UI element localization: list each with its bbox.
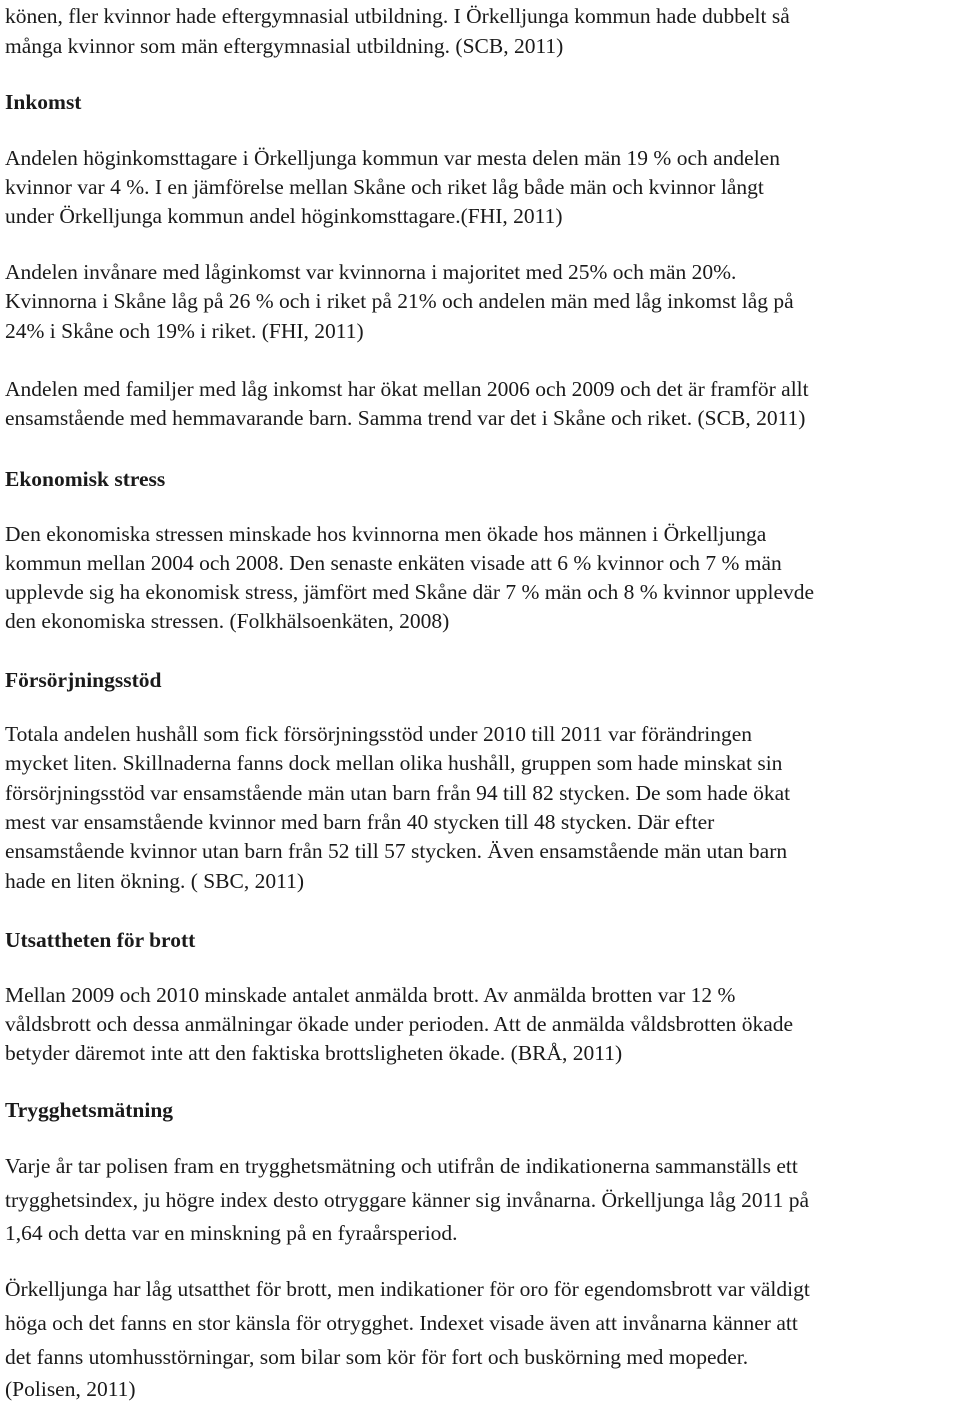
text-line: Örkelljunga har låg utsatthet för brott, men indikationer för oro för egendomsbrott var väldigt: [5, 1277, 810, 1301]
text-line: Den ekonomiska stressen minskade hos kvinnorna men ökade hos männen i Örkelljunga: [5, 522, 767, 546]
text-line: Andelen höginkomsttagare i Örkelljunga kommun var mesta delen män 19 % och andelen: [5, 146, 780, 170]
text-line: trygghetsindex, ju högre index desto otryggare känner sig invånarna. Örkelljunga låg 2011 på: [5, 1188, 810, 1212]
text-line: 1,64 och detta var en minskning på en fyraårsperiod.: [5, 1221, 458, 1245]
text-line: hade en liten ökning. ( SBC, 2011): [5, 869, 304, 893]
section-heading-ekonomisk-stress: Ekonomisk stress: [5, 467, 166, 491]
text-line: könen, fler kvinnor hade eftergymnasial utbildning. I Örkelljunga kommun hade dubbelt så: [5, 4, 790, 28]
section-heading-trygghetsmatning: Trygghetsmätning: [5, 1098, 174, 1122]
section-heading-forsorjningsstod: Försörjningsstöd: [5, 668, 162, 692]
section-heading-utsattheten-for-brott: Utsattheten för brott: [5, 928, 196, 952]
text-line: (Polisen, 2011): [5, 1377, 136, 1401]
text-line: Totala andelen hushåll som fick försörjningsstöd under 2010 till 2011 var förändringen: [5, 722, 753, 746]
text-line: den ekonomiska stressen. (Folkhälsoenkäten, 2008): [5, 609, 450, 633]
text-line: upplevde sig ha ekonomisk stress, jämfört med Skåne där 7 % män och 8 % kvinnor upplevde: [5, 580, 815, 604]
text-line: ensamstående med hemmavarande barn. Samma trend var det i Skåne och riket. (SCB, 2011): [5, 406, 806, 430]
text-line: försörjningsstöd var ensamstående män utan barn från 94 till 82 stycken. De som hade ökat: [5, 781, 791, 805]
text-line: höga och det fanns en stor känsla för otrygghet. Indexet visade även att invånarna känner att: [5, 1311, 798, 1335]
text-line: mycket liten. Skillnaderna fanns dock mellan olika hushåll, gruppen som hade minskat sin: [5, 751, 783, 775]
text-line: Mellan 2009 och 2010 minskade antalet anmälda brott. Av anmälda brotten var 12 %: [5, 983, 736, 1007]
text-line: kommun mellan 2004 och 2008. Den senaste enkäten visade att 6 % kvinnor och 7 % män: [5, 551, 782, 575]
text-line: många kvinnor som män eftergymnasial utbildning. (SCB, 2011): [5, 34, 564, 58]
text-line: Kvinnorna i Skåne låg på 26 % och i riket på 21% och andelen män med låg inkomst låg på: [5, 289, 794, 313]
text-line: kvinnor var 4 %. I en jämförelse mellan Skåne och riket låg både män och kvinnor långt: [5, 175, 764, 199]
text-line: Varje år tar polisen fram en trygghetsmätning och utifrån de indikationerna sammanställs ett: [5, 1154, 798, 1178]
text-line: våldsbrott och dessa anmälningar ökade under perioden. Att de anmälda våldsbrotten ökade: [5, 1012, 794, 1036]
text-line: ensamstående kvinnor utan barn från 52 till 57 stycken. Även ensamstående män utan barn: [5, 839, 788, 863]
text-line: betyder däremot inte att den faktiska brottsligheten ökade. (BRÅ, 2011): [5, 1041, 623, 1065]
text-line: Andelen invånare med låginkomst var kvinnorna i majoritet med 25% och män 20%.: [5, 260, 737, 284]
text-line: Andelen med familjer med låg inkomst har ökat mellan 2006 och 2009 och det är framför allt: [5, 377, 809, 401]
text-line: det fanns utomhusstörningar, som bilar som kör för fort och buskörning med mopeder.: [5, 1345, 749, 1369]
text-line: under Örkelljunga kommun andel höginkomsttagare.(FHI, 2011): [5, 204, 563, 228]
text-line: mest var ensamstående kvinnor med barn från 40 stycken till 48 stycken. Där efter: [5, 810, 715, 834]
text-line: 24% i Skåne och 19% i riket. (FHI, 2011): [5, 319, 364, 343]
section-heading-inkomst: Inkomst: [5, 90, 82, 114]
